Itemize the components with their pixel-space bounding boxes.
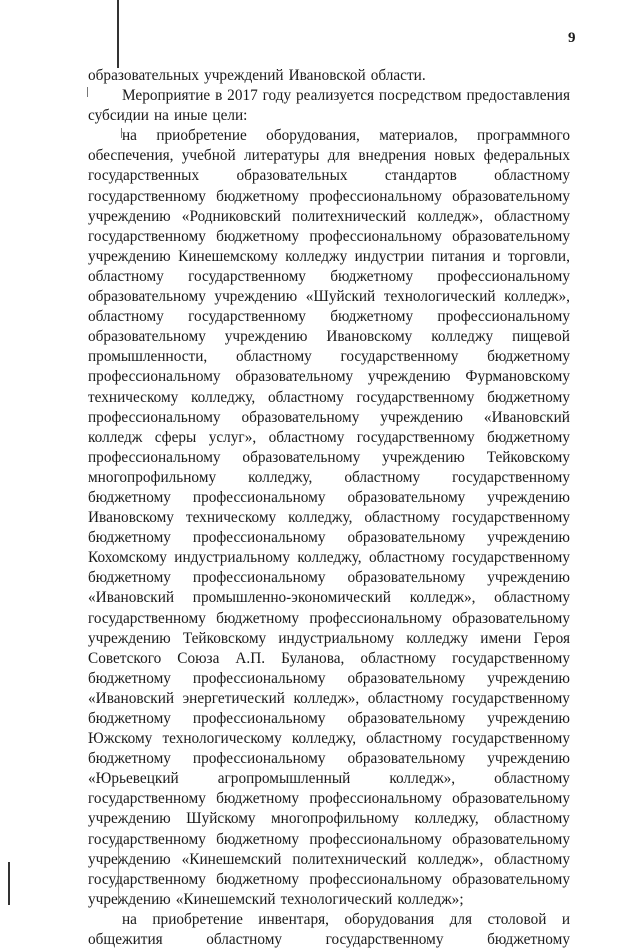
text-line bbox=[88, 66, 570, 86]
word: для bbox=[327, 147, 351, 165]
word: областному bbox=[494, 850, 570, 868]
word: профессиональному bbox=[309, 790, 442, 808]
word: на bbox=[153, 107, 169, 125]
word: «Ивановский bbox=[88, 689, 175, 707]
word: «Кинешемский bbox=[175, 890, 276, 908]
word: государственному bbox=[88, 227, 206, 245]
word: литературы bbox=[244, 147, 320, 165]
word: государственному bbox=[452, 649, 570, 667]
word: колледж», bbox=[293, 689, 360, 707]
word: бюджетному bbox=[88, 569, 171, 587]
word: государственному bbox=[452, 549, 570, 567]
word: областному bbox=[206, 931, 283, 949]
text-line bbox=[88, 247, 570, 267]
word: образовательному bbox=[347, 569, 466, 587]
word: учреждению bbox=[487, 710, 570, 727]
word: Тейковскому bbox=[182, 629, 267, 647]
word: «Шуйский bbox=[305, 288, 376, 306]
word: Советского bbox=[88, 649, 162, 667]
word: Ивановскому bbox=[326, 328, 413, 346]
word: на bbox=[122, 127, 137, 145]
word: образовательному bbox=[452, 227, 570, 245]
word: профессиональному bbox=[437, 308, 570, 326]
text-line bbox=[88, 528, 570, 548]
word: образовательному bbox=[241, 408, 360, 426]
text-line bbox=[88, 890, 570, 910]
word: областному bbox=[494, 207, 570, 225]
word: государственному bbox=[452, 730, 570, 748]
word: Шуйскому bbox=[186, 810, 256, 828]
word: в bbox=[215, 87, 223, 105]
text-line bbox=[88, 126, 570, 146]
word: колледж», bbox=[504, 288, 570, 306]
word: сферы bbox=[154, 428, 197, 446]
text-line bbox=[88, 629, 570, 649]
document-body bbox=[88, 66, 570, 950]
text-line bbox=[88, 870, 570, 890]
word: областному bbox=[494, 770, 570, 788]
word: образовательных bbox=[236, 167, 348, 185]
word: областному bbox=[367, 689, 444, 707]
text-line bbox=[88, 166, 570, 186]
text-line bbox=[88, 669, 570, 689]
word: образовательному bbox=[347, 669, 466, 687]
word: многопрофильному bbox=[88, 468, 217, 486]
word: индустриальному bbox=[174, 549, 291, 567]
word: профессиональному bbox=[192, 750, 326, 768]
text-line bbox=[88, 568, 570, 588]
word: государственному bbox=[88, 609, 206, 627]
text-line bbox=[88, 287, 570, 307]
word: учреждению bbox=[487, 529, 570, 547]
word: агропромышленный bbox=[217, 770, 351, 788]
word: «Родниковский bbox=[181, 207, 281, 225]
word: образовательному bbox=[235, 368, 354, 386]
word: профессиональному bbox=[309, 609, 442, 627]
word: областному bbox=[364, 509, 441, 527]
text-line bbox=[88, 187, 570, 207]
word: колледж», bbox=[417, 850, 484, 868]
word: областному bbox=[267, 388, 344, 406]
word: областному bbox=[268, 428, 345, 446]
word: субсидии bbox=[88, 107, 149, 125]
word: энергетический bbox=[182, 689, 285, 707]
word: бюджетному bbox=[88, 488, 171, 506]
word: колледж», bbox=[389, 770, 456, 788]
word: иные bbox=[173, 107, 208, 125]
word: посредством bbox=[378, 87, 462, 105]
text-line bbox=[88, 146, 570, 166]
word: Мероприятие bbox=[122, 87, 211, 105]
word: бюджетному bbox=[487, 388, 570, 406]
word: Кохомскому bbox=[88, 549, 167, 567]
text-line bbox=[88, 508, 570, 528]
text-line bbox=[88, 729, 570, 749]
word: областному bbox=[344, 468, 421, 486]
word: государственному bbox=[88, 790, 206, 808]
text-line bbox=[88, 86, 570, 106]
word: колледжу bbox=[431, 328, 494, 346]
page-number: 9 bbox=[568, 30, 576, 46]
word: профессиональному bbox=[309, 187, 442, 205]
word: Южскому bbox=[88, 730, 153, 748]
text-line bbox=[88, 227, 570, 247]
word: Ивановской bbox=[288, 67, 366, 84]
text-line bbox=[88, 448, 570, 468]
word: колледжу, bbox=[291, 730, 357, 748]
word: учреждению bbox=[88, 629, 171, 647]
text-line bbox=[88, 930, 570, 950]
text-line bbox=[88, 809, 570, 829]
word: колледж»; bbox=[397, 890, 464, 908]
text-line bbox=[88, 850, 570, 870]
word: образовательному bbox=[452, 830, 570, 848]
text-line bbox=[88, 267, 570, 287]
word: профессиональному bbox=[309, 830, 442, 848]
word: приобретение bbox=[152, 910, 243, 928]
word: областному bbox=[360, 649, 437, 667]
text-line bbox=[88, 347, 570, 367]
word: учреждению bbox=[214, 288, 298, 306]
word: областному bbox=[494, 589, 570, 607]
word: учреждению bbox=[88, 247, 171, 265]
word: бюджетному bbox=[216, 187, 300, 205]
word: области. bbox=[370, 67, 426, 84]
word: питания bbox=[431, 247, 485, 265]
word: инвентаря, bbox=[258, 910, 329, 928]
word: техническому bbox=[88, 388, 179, 406]
word: колледж», bbox=[417, 207, 484, 225]
word: учреждению bbox=[382, 448, 465, 466]
word: и bbox=[561, 910, 570, 928]
scan-artifact-bottom-left bbox=[8, 862, 10, 905]
word: и bbox=[492, 247, 501, 265]
word: стандартов bbox=[384, 167, 457, 185]
word: образовательному bbox=[88, 288, 206, 306]
word: федеральных bbox=[483, 147, 570, 165]
word: политехнический bbox=[292, 850, 407, 868]
word: областному bbox=[494, 167, 570, 185]
word: пищевой bbox=[512, 328, 570, 346]
word: бюджетному bbox=[487, 931, 570, 949]
word: бюджетному bbox=[88, 710, 171, 727]
word: предоставления bbox=[466, 87, 570, 105]
word: областному bbox=[494, 810, 570, 828]
word: индустриальному bbox=[278, 629, 395, 647]
text-line bbox=[88, 428, 570, 448]
word: учреждению bbox=[380, 408, 463, 426]
word: образовательному bbox=[88, 328, 206, 346]
word: «Ивановский bbox=[88, 589, 175, 607]
word: реализуется bbox=[296, 87, 375, 105]
word: учреждению bbox=[487, 750, 570, 768]
word: обеспечения, bbox=[88, 147, 174, 165]
word: государственному bbox=[452, 468, 570, 486]
text-line bbox=[88, 106, 570, 126]
text-line bbox=[88, 207, 570, 227]
word: «Ивановский bbox=[483, 408, 570, 426]
word: государственному bbox=[188, 308, 306, 326]
word: бюджетному bbox=[216, 830, 300, 848]
word: услуг», bbox=[208, 428, 257, 446]
text-line bbox=[88, 327, 570, 347]
word: государственному bbox=[452, 689, 570, 707]
word: «Юрьевецкий bbox=[88, 770, 179, 788]
word: профессиональному bbox=[88, 368, 221, 386]
word: учреждению bbox=[88, 890, 171, 908]
word: Союза bbox=[177, 649, 220, 667]
word: профессиональному bbox=[192, 669, 326, 687]
word: техническому bbox=[185, 509, 277, 527]
word: Героя bbox=[533, 629, 570, 647]
word: технологический bbox=[383, 288, 496, 306]
word: учреждению bbox=[224, 328, 308, 346]
word: областному bbox=[88, 267, 164, 285]
word: профессиональному bbox=[192, 710, 326, 727]
word: образовательному bbox=[347, 529, 466, 547]
word: профессиональному bbox=[192, 529, 326, 547]
word: образовательному bbox=[347, 710, 466, 727]
word: Буланова, bbox=[281, 649, 345, 667]
word: Кинешемскому bbox=[178, 247, 278, 265]
word: образовательному bbox=[452, 870, 570, 888]
word: 2017 bbox=[227, 87, 258, 105]
word: внедрения bbox=[358, 147, 427, 165]
word: для bbox=[449, 910, 473, 928]
word: бюджетному bbox=[216, 870, 300, 888]
word: технологический bbox=[280, 890, 393, 908]
text-line bbox=[88, 307, 570, 327]
word: государственному bbox=[88, 187, 206, 205]
word: образовательному bbox=[242, 448, 361, 466]
text-line bbox=[88, 609, 570, 629]
word: общежития bbox=[88, 931, 163, 949]
word: политехнический bbox=[292, 207, 407, 225]
word: бюджетному bbox=[330, 308, 414, 326]
word: профессиональному bbox=[309, 870, 442, 888]
word: колледжу, bbox=[248, 468, 313, 486]
text-line bbox=[88, 910, 570, 930]
text-line bbox=[88, 488, 570, 508]
word: промышленности, bbox=[88, 348, 208, 366]
word: имени bbox=[480, 629, 522, 647]
word: образовательному bbox=[347, 750, 466, 768]
word: областному bbox=[366, 730, 442, 748]
text-line bbox=[88, 388, 570, 408]
word: бюджетному bbox=[487, 348, 570, 366]
word: государственному bbox=[325, 931, 444, 949]
word: бюджетному bbox=[88, 669, 171, 687]
word: А.П. bbox=[235, 649, 266, 667]
word: Тейковскому bbox=[486, 448, 570, 466]
text-line bbox=[88, 468, 570, 488]
word: государственному bbox=[88, 870, 206, 888]
word: образовательному bbox=[452, 790, 570, 808]
word: государственному bbox=[88, 830, 206, 848]
word: «Кинешемский bbox=[181, 850, 282, 868]
word: бюджетному bbox=[216, 609, 300, 627]
word: программного bbox=[477, 127, 570, 145]
word: учебной bbox=[181, 147, 236, 165]
word: столовой bbox=[487, 910, 547, 928]
word: многопрофильному bbox=[270, 810, 400, 828]
word: областному bbox=[235, 348, 312, 366]
word: колледж bbox=[88, 428, 143, 446]
word: областному bbox=[368, 549, 445, 567]
word: государственному bbox=[340, 348, 459, 366]
word: колледжу bbox=[285, 247, 348, 265]
word: учреждению bbox=[487, 669, 570, 687]
word: профессиональному bbox=[309, 227, 442, 245]
word: бюджетному bbox=[216, 227, 300, 245]
text-line bbox=[88, 588, 570, 608]
word: технологическому bbox=[162, 730, 282, 748]
word: оборудования bbox=[344, 910, 435, 928]
word: образовательных bbox=[88, 67, 200, 84]
word: промышленно-экономический bbox=[192, 589, 391, 607]
word: учреждению bbox=[88, 850, 171, 868]
word: бюджетному bbox=[487, 428, 570, 446]
text-line bbox=[88, 749, 570, 769]
word: образовательному bbox=[347, 488, 466, 506]
word: приобретение bbox=[156, 127, 247, 145]
word: колледж», bbox=[409, 589, 476, 607]
word: учреждению bbox=[88, 810, 171, 828]
word: учреждению bbox=[487, 488, 570, 506]
text-line bbox=[88, 689, 570, 709]
text-line bbox=[88, 709, 570, 729]
word: образовательному bbox=[452, 609, 570, 627]
word: году bbox=[262, 87, 292, 105]
word: государственному bbox=[452, 509, 570, 527]
word: государственных bbox=[88, 167, 200, 185]
word: бюджетному bbox=[88, 750, 171, 768]
word: учреждению bbox=[88, 207, 171, 225]
word: колледжу, bbox=[288, 509, 353, 527]
word: индустрии bbox=[354, 247, 425, 265]
text-line bbox=[88, 789, 570, 809]
word: учреждению bbox=[487, 569, 570, 587]
word: государственному bbox=[356, 428, 475, 446]
word: новых bbox=[434, 147, 476, 165]
word: профессиональному bbox=[192, 569, 326, 587]
word: профессиональному bbox=[88, 448, 221, 466]
word: государственному bbox=[188, 267, 306, 285]
word: бюджетному bbox=[216, 790, 300, 808]
word: бюджетному bbox=[330, 267, 414, 285]
word: профессиональному bbox=[88, 408, 221, 426]
word: Фурмановскому bbox=[465, 368, 570, 386]
word: колледжу, bbox=[414, 810, 479, 828]
word: учреждений bbox=[204, 67, 284, 84]
word: учреждению bbox=[367, 368, 451, 386]
word: областному bbox=[88, 308, 164, 326]
text-line bbox=[88, 769, 570, 789]
word: колледжу, bbox=[297, 549, 362, 567]
word: государственному bbox=[356, 388, 475, 406]
text-line bbox=[88, 830, 570, 850]
word: профессиональному bbox=[437, 267, 570, 285]
text-line bbox=[88, 408, 570, 428]
scan-artifact-top bbox=[117, 0, 119, 68]
word: образовательному bbox=[452, 187, 570, 205]
text-line bbox=[88, 548, 570, 568]
word: оборудования, bbox=[266, 127, 360, 145]
text-line bbox=[88, 649, 570, 669]
word: профессиональному bbox=[192, 488, 326, 506]
word: материалов, bbox=[379, 127, 458, 145]
text-line bbox=[88, 367, 570, 387]
word: колледжу bbox=[406, 629, 469, 647]
word: цели: bbox=[212, 107, 248, 125]
word: Ивановскому bbox=[88, 509, 174, 527]
word: на bbox=[122, 910, 137, 928]
word: колледжу, bbox=[191, 388, 256, 406]
word: торговли, bbox=[507, 247, 570, 265]
word: бюджетному bbox=[88, 529, 171, 547]
